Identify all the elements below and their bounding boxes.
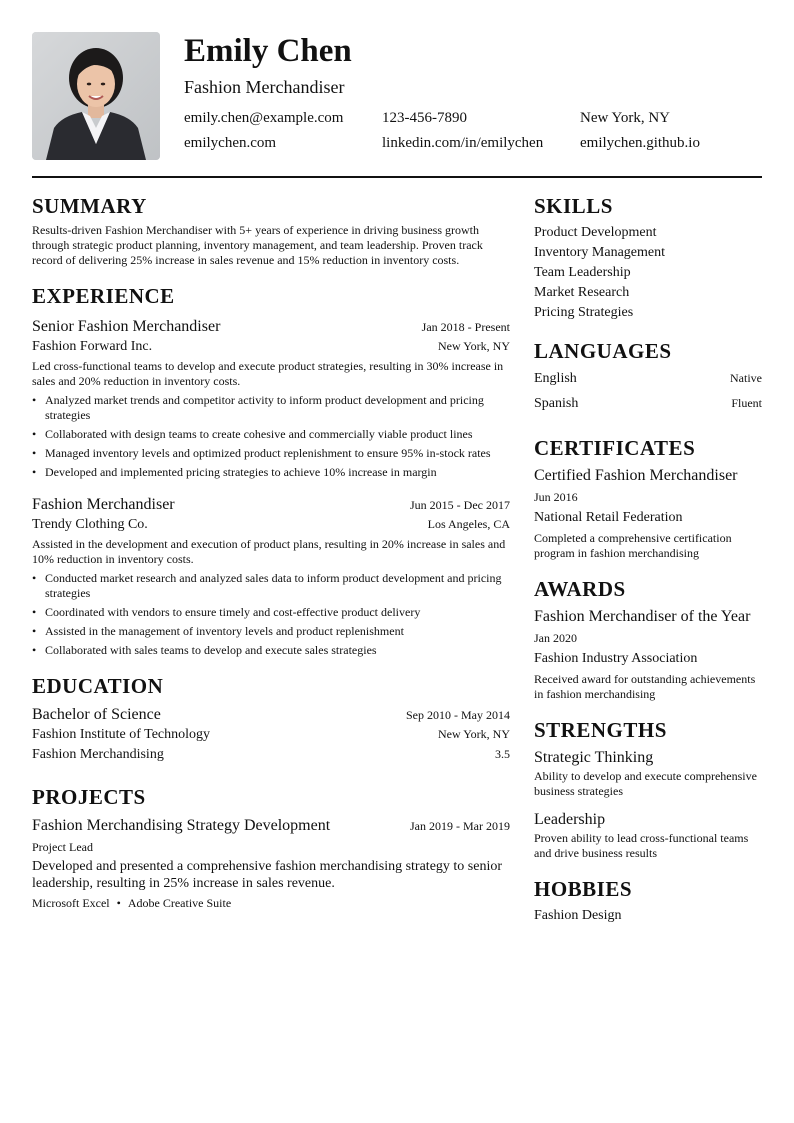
education-school: Fashion Institute of Technology xyxy=(32,727,211,742)
contact-email[interactable]: emily.chen@example.com xyxy=(184,110,344,126)
education-field: Fashion Merchandising xyxy=(32,747,164,762)
job-bullet: • Analyzed market trends and competitor activity to inform product development and pricing strategies xyxy=(32,393,510,423)
contact-phone[interactable]: 123-456-7890 xyxy=(382,110,467,126)
header-divider xyxy=(32,176,762,178)
person-name: Emily Chen xyxy=(184,33,352,69)
job-location: Los Angeles, CA xyxy=(427,517,510,531)
hobbies-section xyxy=(534,875,762,926)
person-title: Fashion Merchandiser xyxy=(184,77,345,97)
summary-section xyxy=(32,192,510,268)
job-dates: Jan 2018 - Present xyxy=(421,320,510,334)
certificate-date: Jun 2016 xyxy=(534,490,578,504)
language-row xyxy=(534,393,762,414)
skill-item: Market Research xyxy=(534,285,630,300)
contact-location: New York, NY xyxy=(580,110,671,126)
job-summary: Assisted in the development and execution of product plans, resulting in 20% increase in sales and 10% reduction in inventory costs. xyxy=(32,537,506,566)
left-column xyxy=(32,192,510,925)
job-title: Senior Fashion Merchandiser xyxy=(32,318,221,335)
skills-section xyxy=(534,192,762,323)
skill-item: Product Development xyxy=(534,225,657,240)
language-name: English xyxy=(534,371,577,386)
job-bullets xyxy=(32,393,510,480)
job-summary: Led cross-functional teams to develop and execute product strategies, resulting in 30% increase in sales and 20% reduction in inventory costs. xyxy=(32,359,504,388)
section-heading-experience: EXPERIENCE xyxy=(32,284,175,308)
strength-title: Leadership xyxy=(534,811,606,828)
award-description: Received award for outstanding achievements in fashion merchandising xyxy=(534,672,756,701)
strength-title: Strategic Thinking xyxy=(534,749,654,766)
strength-description: Ability to develop and execute comprehensive business strategies xyxy=(534,769,757,798)
header-info xyxy=(184,32,762,154)
skill-item: Team Leadership xyxy=(534,265,631,280)
language-level: Fluent xyxy=(731,396,762,410)
project-title: Fashion Merchandising Strategy Development xyxy=(32,817,331,834)
job-bullet: • Conducted market research and analyzed sales data to inform product development and pricing strategies xyxy=(32,571,510,601)
contact-linkedin[interactable]: linkedin.com/in/emilychen xyxy=(382,135,544,151)
education-gpa: 3.5 xyxy=(495,747,510,761)
job-entry xyxy=(32,494,510,658)
section-heading-awards: AWARDS xyxy=(534,577,626,601)
languages-section xyxy=(534,337,762,414)
job-entry xyxy=(32,316,510,480)
summary-text: Results-driven Fashion Merchandiser with 5+ years of experience in driving business growth through strategic product planning, inventory management, and team leadership. Proven track record of delivering 25% increase in sales revenue and 15% reduction in inventory costs. xyxy=(32,223,483,267)
education-degree: Bachelor of Science xyxy=(32,706,161,723)
awards-section xyxy=(534,575,762,702)
resume-header xyxy=(32,32,762,160)
education-location: New York, NY xyxy=(437,727,510,741)
contact-github[interactable]: emilychen.github.io xyxy=(580,135,700,151)
strengths-section xyxy=(534,716,762,861)
skill-item: Pricing Strategies xyxy=(534,305,634,320)
section-heading-hobbies: HOBBIES xyxy=(534,877,633,901)
section-heading-languages: LANGUAGES xyxy=(534,339,672,363)
section-heading-summary: SUMMARY xyxy=(32,194,147,218)
award-title: Fashion Merchandiser of the Year xyxy=(534,608,751,625)
job-location: New York, NY xyxy=(437,339,510,353)
experience-section xyxy=(32,282,510,658)
skill-item: Inventory Management xyxy=(534,245,666,260)
job-bullet: • Coordinated with vendors to ensure timely and cost-effective product delivery xyxy=(32,605,510,620)
contact-website[interactable]: emilychen.com xyxy=(184,135,277,151)
job-bullet: • Developed and implemented pricing strategies to achieve 10% increase in margin xyxy=(32,465,510,480)
contact-grid xyxy=(184,108,762,154)
job-title: Fashion Merchandiser xyxy=(32,496,175,513)
award-issuer: Fashion Industry Association xyxy=(534,651,698,666)
job-bullet: • Collaborated with design teams to create cohesive and commercially viable product lines xyxy=(32,427,510,442)
project-dates: Jan 2019 - Mar 2019 xyxy=(410,819,510,833)
project-description: Developed and presented a comprehensive fashion merchandising strategy to senior leadership, resulting in 25% increase in sales revenue. xyxy=(32,859,503,891)
education-dates: Sep 2010 - May 2014 xyxy=(406,708,510,722)
certificate-description: Completed a comprehensive certification program in fashion merchandising xyxy=(534,531,732,560)
project-tool: Microsoft Excel xyxy=(32,896,110,910)
certificate-issuer: National Retail Federation xyxy=(534,510,683,525)
right-column xyxy=(534,192,762,940)
section-heading-certificates: CERTIFICATES xyxy=(534,436,696,460)
strength-description: Proven ability to lead cross-functional teams and drive business results xyxy=(534,831,749,860)
section-heading-education: EDUCATION xyxy=(32,674,164,698)
project-role: Project Lead xyxy=(32,840,93,854)
job-bullet: • Managed inventory levels and optimized product replenishment to ensure 95% in-stock rates xyxy=(32,446,510,461)
project-tool: Adobe Creative Suite xyxy=(127,896,232,910)
certificates-section xyxy=(534,434,762,561)
language-row xyxy=(534,368,762,389)
profile-photo xyxy=(32,32,160,160)
job-company: Trendy Clothing Co. xyxy=(32,517,148,532)
certificate-title: Certified Fashion Merchandiser xyxy=(534,467,738,484)
section-heading-skills: SKILLS xyxy=(534,194,613,218)
hobby-item: Fashion Design xyxy=(534,908,622,923)
job-company: Fashion Forward Inc. xyxy=(32,339,153,354)
job-dates: Jun 2015 - Dec 2017 xyxy=(410,498,510,512)
job-bullets xyxy=(32,571,510,658)
job-bullet: • Collaborated with sales teams to develop and execute sales strategies xyxy=(32,643,510,658)
projects-section xyxy=(32,783,510,911)
language-level: Native xyxy=(730,371,762,385)
separator-dot: • xyxy=(116,896,121,910)
education-section xyxy=(32,672,510,765)
project-tools xyxy=(32,895,510,911)
award-date: Jan 2020 xyxy=(534,631,577,645)
section-heading-strengths: STRENGTHS xyxy=(534,718,667,742)
resume-page xyxy=(32,32,762,923)
language-name: Spanish xyxy=(534,396,579,411)
section-heading-projects: PROJECTS xyxy=(32,785,146,809)
job-bullet: • Assisted in the management of inventory levels and product replenishment xyxy=(32,624,510,639)
